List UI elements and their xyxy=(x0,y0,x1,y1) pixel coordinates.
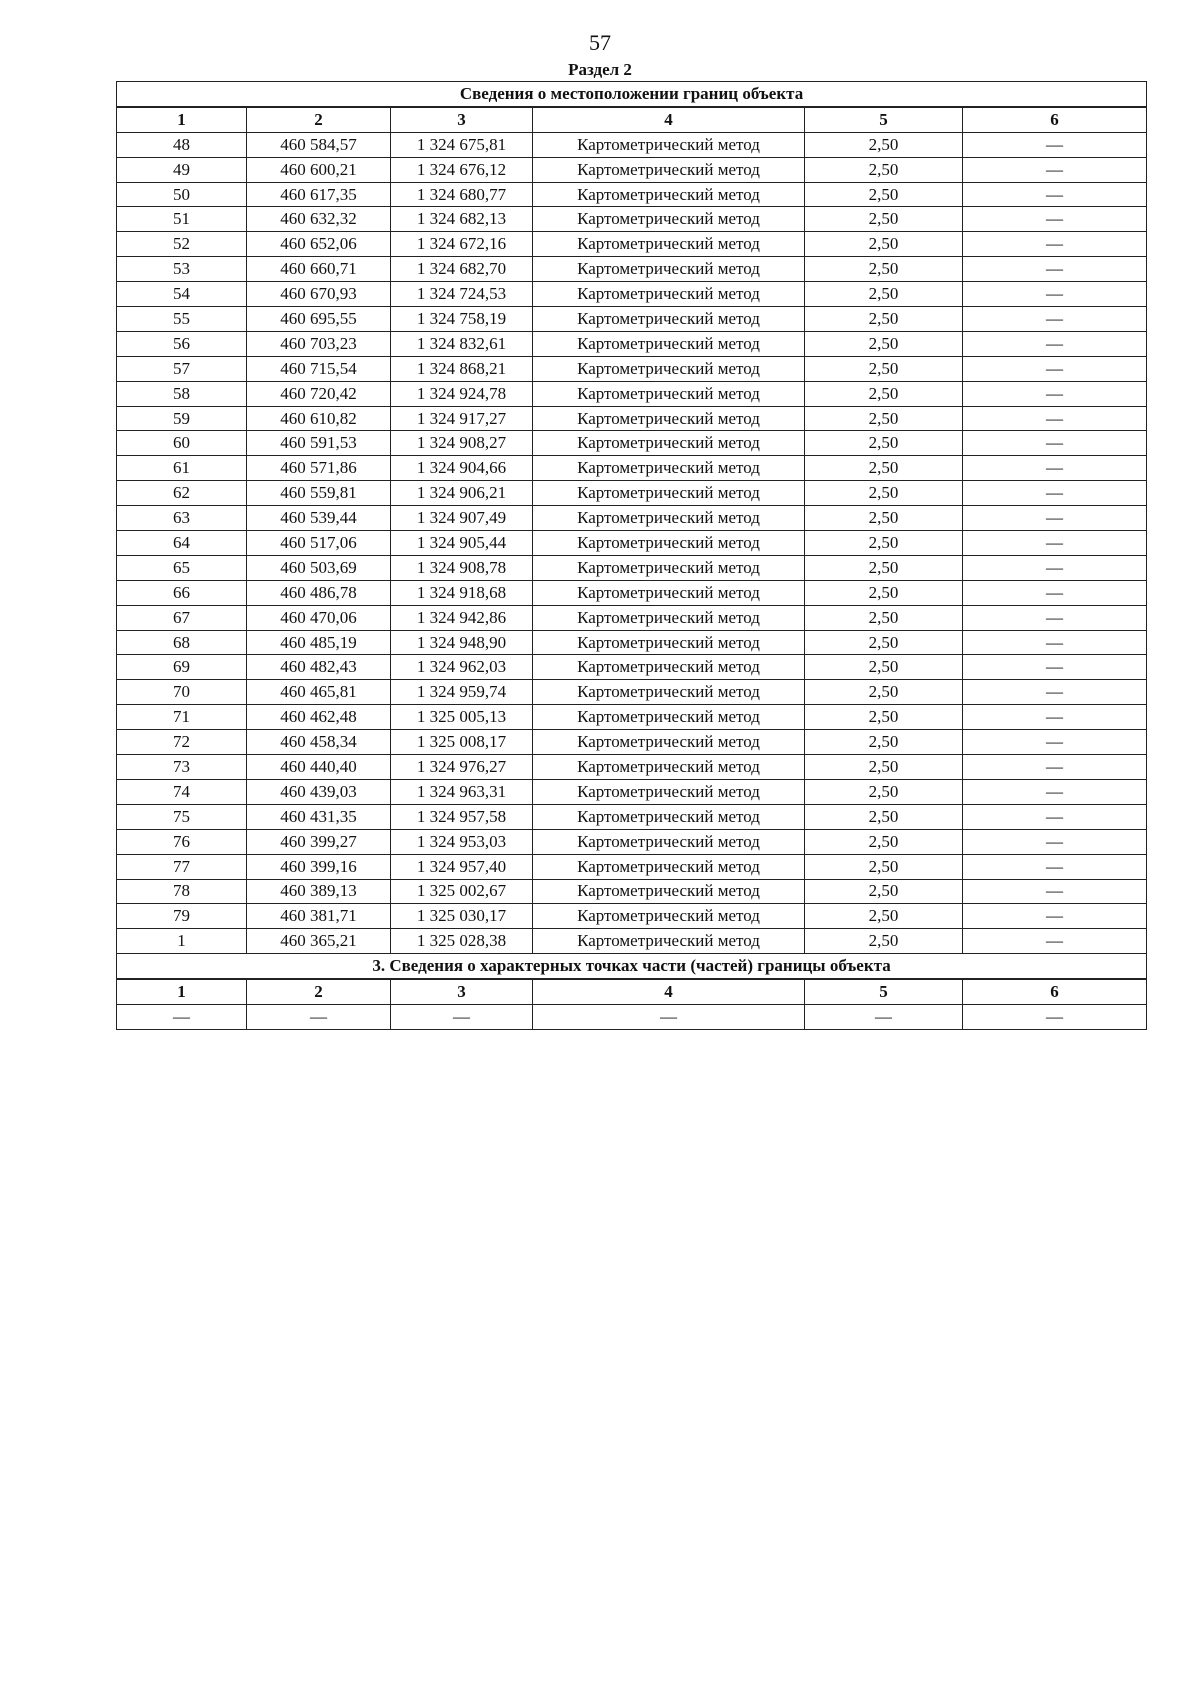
table-cell: 1 324 758,19 xyxy=(391,307,533,332)
table-row xyxy=(117,282,1147,307)
table-cell: 2,50 xyxy=(805,282,963,307)
table-cell: 460 517,06 xyxy=(247,531,391,556)
table-cell: 460 399,27 xyxy=(247,829,391,854)
table-cell: 70 xyxy=(117,680,247,705)
table-row xyxy=(117,307,1147,332)
table-cell: 68 xyxy=(117,630,247,655)
table-cell: 460 439,03 xyxy=(247,779,391,804)
subsection-heading-row xyxy=(117,954,1147,979)
table-cell: 1 325 030,17 xyxy=(391,904,533,929)
table-cell: 2,50 xyxy=(805,804,963,829)
table-cell: Картометрический метод xyxy=(533,655,805,680)
table-cell: 1 325 028,38 xyxy=(391,929,533,954)
table-cell: 2,50 xyxy=(805,605,963,630)
table-cell: — xyxy=(963,182,1147,207)
table-cell: Картометрический метод xyxy=(533,157,805,182)
table-cell: — xyxy=(963,655,1147,680)
table-cell: — xyxy=(963,481,1147,506)
table-cell: Картометрический метод xyxy=(533,829,805,854)
table-cell: 1 324 963,31 xyxy=(391,779,533,804)
table-cell: 1 324 962,03 xyxy=(391,655,533,680)
table-cell: — xyxy=(963,730,1147,755)
table-cell: Картометрический метод xyxy=(533,730,805,755)
table-cell: 460 720,42 xyxy=(247,381,391,406)
table-cell: 71 xyxy=(117,705,247,730)
table-cell: 460 440,40 xyxy=(247,755,391,780)
table-cell: 1 325 008,17 xyxy=(391,730,533,755)
column-number: 3 xyxy=(391,979,533,1004)
table-cell: 1 324 957,58 xyxy=(391,804,533,829)
table-cell: 2,50 xyxy=(805,157,963,182)
subsection-heading: 3. Сведения о характерных точках части (частей) границы объекта xyxy=(117,954,1147,979)
table-cell: 2,50 xyxy=(805,630,963,655)
table-row xyxy=(117,804,1147,829)
table-cell: — xyxy=(963,232,1147,257)
table-cell: Картометрический метод xyxy=(533,282,805,307)
table-cell: 2,50 xyxy=(805,481,963,506)
table-cell: 2,50 xyxy=(805,580,963,605)
table-cell: Картометрический метод xyxy=(533,257,805,282)
table-cell: 460 465,81 xyxy=(247,680,391,705)
table-cell: — xyxy=(963,282,1147,307)
table-row xyxy=(117,1004,1147,1029)
table-cell: 1 324 676,12 xyxy=(391,157,533,182)
table-cell: — xyxy=(963,1004,1147,1029)
table-cell: — xyxy=(963,157,1147,182)
table-row xyxy=(117,431,1147,456)
table-cell: — xyxy=(963,755,1147,780)
table-cell: 2,50 xyxy=(805,680,963,705)
table-cell: 460 584,57 xyxy=(247,132,391,157)
table-cell: 1 324 675,81 xyxy=(391,132,533,157)
table-cell: 2,50 xyxy=(805,829,963,854)
table-cell: 51 xyxy=(117,207,247,232)
column-number: 1 xyxy=(117,979,247,1004)
table-cell: 2,50 xyxy=(805,232,963,257)
table-cell: 67 xyxy=(117,605,247,630)
table-cell: — xyxy=(963,257,1147,282)
table-cell: 2,50 xyxy=(805,854,963,879)
table-row xyxy=(117,356,1147,381)
table-cell: 73 xyxy=(117,755,247,780)
column-number: 1 xyxy=(117,107,247,132)
table-cell: 63 xyxy=(117,506,247,531)
table-cell: — xyxy=(963,580,1147,605)
table-cell: Картометрический метод xyxy=(533,381,805,406)
table-cell: 2,50 xyxy=(805,655,963,680)
column-number: 5 xyxy=(805,107,963,132)
table-cell: — xyxy=(963,605,1147,630)
table-cell: 55 xyxy=(117,307,247,332)
table-cell: Картометрический метод xyxy=(533,779,805,804)
table-row xyxy=(117,755,1147,780)
table-cell: — xyxy=(963,456,1147,481)
table-cell: 1 324 868,21 xyxy=(391,356,533,381)
table-cell: 66 xyxy=(117,580,247,605)
table-cell: 460 503,69 xyxy=(247,555,391,580)
table-cell: — xyxy=(963,854,1147,879)
table-row xyxy=(117,580,1147,605)
table-row xyxy=(117,381,1147,406)
table-cell: 77 xyxy=(117,854,247,879)
table-cell: 2,50 xyxy=(805,331,963,356)
table-cell: — xyxy=(963,207,1147,232)
table-cell: 1 324 724,53 xyxy=(391,282,533,307)
table-cell: 58 xyxy=(117,381,247,406)
table-cell: 1 324 953,03 xyxy=(391,829,533,854)
table-cell: Картометрический метод xyxy=(533,406,805,431)
table-cell: Картометрический метод xyxy=(533,854,805,879)
table-cell: 56 xyxy=(117,331,247,356)
table-cell: Картометрический метод xyxy=(533,331,805,356)
table-cell: — xyxy=(963,630,1147,655)
table-cell: 2,50 xyxy=(805,506,963,531)
table-cell: 460 600,21 xyxy=(247,157,391,182)
table-cell: Картометрический метод xyxy=(533,680,805,705)
table-cell: Картометрический метод xyxy=(533,929,805,954)
table-cell: 1 324 908,27 xyxy=(391,431,533,456)
table-cell: Картометрический метод xyxy=(533,580,805,605)
table-cell: 460 660,71 xyxy=(247,257,391,282)
table-cell: — xyxy=(117,1004,247,1029)
column-number: 2 xyxy=(247,107,391,132)
column-number: 2 xyxy=(247,979,391,1004)
table-cell: 1 324 924,78 xyxy=(391,381,533,406)
table-cell: 59 xyxy=(117,406,247,431)
table-cell: Картометрический метод xyxy=(533,506,805,531)
table-cell: 1 324 680,77 xyxy=(391,182,533,207)
table-cell: 2,50 xyxy=(805,257,963,282)
table-cell: 2,50 xyxy=(805,705,963,730)
table-cell: — xyxy=(247,1004,391,1029)
table-cell: Картометрический метод xyxy=(533,232,805,257)
table-heading: Сведения о местоположении границ объекта xyxy=(117,82,1147,107)
table-row xyxy=(117,705,1147,730)
column-number: 4 xyxy=(533,979,805,1004)
table-cell: — xyxy=(963,356,1147,381)
table-row xyxy=(117,779,1147,804)
table-cell: Картометрический метод xyxy=(533,804,805,829)
table-row xyxy=(117,605,1147,630)
table-cell: Картометрический метод xyxy=(533,705,805,730)
table-cell: 78 xyxy=(117,879,247,904)
table-cell: — xyxy=(391,1004,533,1029)
table-cell: 460 431,35 xyxy=(247,804,391,829)
column-number: 5 xyxy=(805,979,963,1004)
table-cell: 2,50 xyxy=(805,182,963,207)
table-cell: Картометрический метод xyxy=(533,481,805,506)
table-cell: 1 324 672,16 xyxy=(391,232,533,257)
column-number-row xyxy=(117,107,1147,132)
table-cell: 460 486,78 xyxy=(247,580,391,605)
table-cell: Картометрический метод xyxy=(533,630,805,655)
table-cell: 2,50 xyxy=(805,929,963,954)
table-cell: 2,50 xyxy=(805,879,963,904)
table-cell: 1 325 002,67 xyxy=(391,879,533,904)
table-row xyxy=(117,257,1147,282)
table-cell: 2,50 xyxy=(805,431,963,456)
table-cell: 2,50 xyxy=(805,207,963,232)
column-number: 4 xyxy=(533,107,805,132)
table-row xyxy=(117,506,1147,531)
table-cell: 2,50 xyxy=(805,755,963,780)
table-cell: 2,50 xyxy=(805,307,963,332)
table-row xyxy=(117,207,1147,232)
table-cell: — xyxy=(963,804,1147,829)
table-cell: 61 xyxy=(117,456,247,481)
table-cell: 2,50 xyxy=(805,406,963,431)
table-cell: 460 485,19 xyxy=(247,630,391,655)
table-cell: 1 324 918,68 xyxy=(391,580,533,605)
table-cell: 1 324 976,27 xyxy=(391,755,533,780)
table-cell: 72 xyxy=(117,730,247,755)
table-cell: 460 695,55 xyxy=(247,307,391,332)
table-cell: 2,50 xyxy=(805,730,963,755)
table-cell: 1 324 917,27 xyxy=(391,406,533,431)
table-cell: 460 652,06 xyxy=(247,232,391,257)
table-row xyxy=(117,904,1147,929)
table-cell: — xyxy=(963,929,1147,954)
table-cell: — xyxy=(963,829,1147,854)
table-cell: — xyxy=(963,680,1147,705)
table-row xyxy=(117,630,1147,655)
boundary-table-body xyxy=(117,82,1147,1030)
table-cell: 57 xyxy=(117,356,247,381)
table-cell: 1 325 005,13 xyxy=(391,705,533,730)
boundary-table xyxy=(116,81,1147,1030)
table-cell: 1 324 832,61 xyxy=(391,331,533,356)
table-cell: 1 324 908,78 xyxy=(391,555,533,580)
table-row xyxy=(117,929,1147,954)
section-title: Раздел 2 xyxy=(568,60,632,79)
table-cell: 1 324 682,13 xyxy=(391,207,533,232)
table-cell: Картометрический метод xyxy=(533,904,805,929)
table-cell: 48 xyxy=(117,132,247,157)
table-row xyxy=(117,331,1147,356)
table-cell: 2,50 xyxy=(805,132,963,157)
table-row xyxy=(117,730,1147,755)
table-cell: Картометрический метод xyxy=(533,555,805,580)
table-cell: 460 482,43 xyxy=(247,655,391,680)
table-cell: 64 xyxy=(117,531,247,556)
table-cell: 49 xyxy=(117,157,247,182)
table-row xyxy=(117,182,1147,207)
table-cell: Картометрический метод xyxy=(533,182,805,207)
table-cell: — xyxy=(963,904,1147,929)
column-number: 6 xyxy=(963,107,1147,132)
table-cell: — xyxy=(963,132,1147,157)
table-cell: — xyxy=(963,431,1147,456)
table-cell: 460 715,54 xyxy=(247,356,391,381)
table-cell: Картометрический метод xyxy=(533,207,805,232)
subsection-column-number-row xyxy=(117,979,1147,1004)
table-cell: 1 324 682,70 xyxy=(391,257,533,282)
table-cell: Картометрический метод xyxy=(533,132,805,157)
table-cell: 460 365,21 xyxy=(247,929,391,954)
table-cell: Картометрический метод xyxy=(533,431,805,456)
table-cell: 1 324 948,90 xyxy=(391,630,533,655)
table-cell: 460 617,35 xyxy=(247,182,391,207)
table-cell: 76 xyxy=(117,829,247,854)
table-cell: 52 xyxy=(117,232,247,257)
table-cell: 460 389,13 xyxy=(247,879,391,904)
table-cell: — xyxy=(963,879,1147,904)
table-cell: 460 458,34 xyxy=(247,730,391,755)
table-cell: — xyxy=(963,381,1147,406)
table-cell: 60 xyxy=(117,431,247,456)
table-cell: 1 324 942,86 xyxy=(391,605,533,630)
table-cell: 50 xyxy=(117,182,247,207)
table-cell: 460 539,44 xyxy=(247,506,391,531)
table-cell: Картометрический метод xyxy=(533,531,805,556)
table-cell: 62 xyxy=(117,481,247,506)
table-cell: — xyxy=(963,779,1147,804)
table-cell: 75 xyxy=(117,804,247,829)
table-cell: 2,50 xyxy=(805,456,963,481)
table-cell: — xyxy=(963,705,1147,730)
table-row xyxy=(117,879,1147,904)
table-cell: 1 324 906,21 xyxy=(391,481,533,506)
table-row xyxy=(117,132,1147,157)
table-row xyxy=(117,232,1147,257)
table-row xyxy=(117,531,1147,556)
table-cell: 460 591,53 xyxy=(247,431,391,456)
column-number: 6 xyxy=(963,979,1147,1004)
table-cell: — xyxy=(963,506,1147,531)
table-cell: — xyxy=(963,331,1147,356)
table-row xyxy=(117,829,1147,854)
table-cell: 1 324 907,49 xyxy=(391,506,533,531)
table-cell: — xyxy=(963,555,1147,580)
table-cell: 460 610,82 xyxy=(247,406,391,431)
table-cell: — xyxy=(805,1004,963,1029)
table-cell: 54 xyxy=(117,282,247,307)
table-cell: 2,50 xyxy=(805,531,963,556)
table-cell: Картометрический метод xyxy=(533,356,805,381)
table-cell: 460 470,06 xyxy=(247,605,391,630)
table-cell: 460 571,86 xyxy=(247,456,391,481)
table-cell: 79 xyxy=(117,904,247,929)
table-cell: 460 399,16 xyxy=(247,854,391,879)
table-cell: 2,50 xyxy=(805,904,963,929)
table-cell: — xyxy=(963,307,1147,332)
table-cell: 460 670,93 xyxy=(247,282,391,307)
table-cell: — xyxy=(533,1004,805,1029)
table-cell: 1 324 905,44 xyxy=(391,531,533,556)
table-row xyxy=(117,481,1147,506)
table-cell: 1 324 904,66 xyxy=(391,456,533,481)
table-cell: 2,50 xyxy=(805,555,963,580)
table-cell: 74 xyxy=(117,779,247,804)
table-cell: — xyxy=(963,406,1147,431)
table-cell: Картометрический метод xyxy=(533,755,805,780)
table-row xyxy=(117,655,1147,680)
table-row xyxy=(117,456,1147,481)
table-cell: 460 632,32 xyxy=(247,207,391,232)
table-cell: 2,50 xyxy=(805,356,963,381)
table-cell: 53 xyxy=(117,257,247,282)
table-heading-row xyxy=(117,82,1147,107)
table-cell: 1 xyxy=(117,929,247,954)
table-cell: 1 324 959,74 xyxy=(391,680,533,705)
table-cell: 460 381,71 xyxy=(247,904,391,929)
table-row xyxy=(117,406,1147,431)
column-number: 3 xyxy=(391,107,533,132)
table-cell: Картометрический метод xyxy=(533,307,805,332)
table-cell: Картометрический метод xyxy=(533,605,805,630)
table-cell: — xyxy=(963,531,1147,556)
table-cell: Картометрический метод xyxy=(533,456,805,481)
table-cell: 69 xyxy=(117,655,247,680)
table-row xyxy=(117,680,1147,705)
table-cell: 460 703,23 xyxy=(247,331,391,356)
table-row xyxy=(117,157,1147,182)
table-cell: 2,50 xyxy=(805,779,963,804)
table-cell: 65 xyxy=(117,555,247,580)
table-row xyxy=(117,854,1147,879)
table-cell: 1 324 957,40 xyxy=(391,854,533,879)
table-row xyxy=(117,555,1147,580)
table-cell: Картометрический метод xyxy=(533,879,805,904)
page-number: 57 xyxy=(589,30,611,55)
table-cell: 2,50 xyxy=(805,381,963,406)
table-cell: 460 559,81 xyxy=(247,481,391,506)
table-cell: 460 462,48 xyxy=(247,705,391,730)
